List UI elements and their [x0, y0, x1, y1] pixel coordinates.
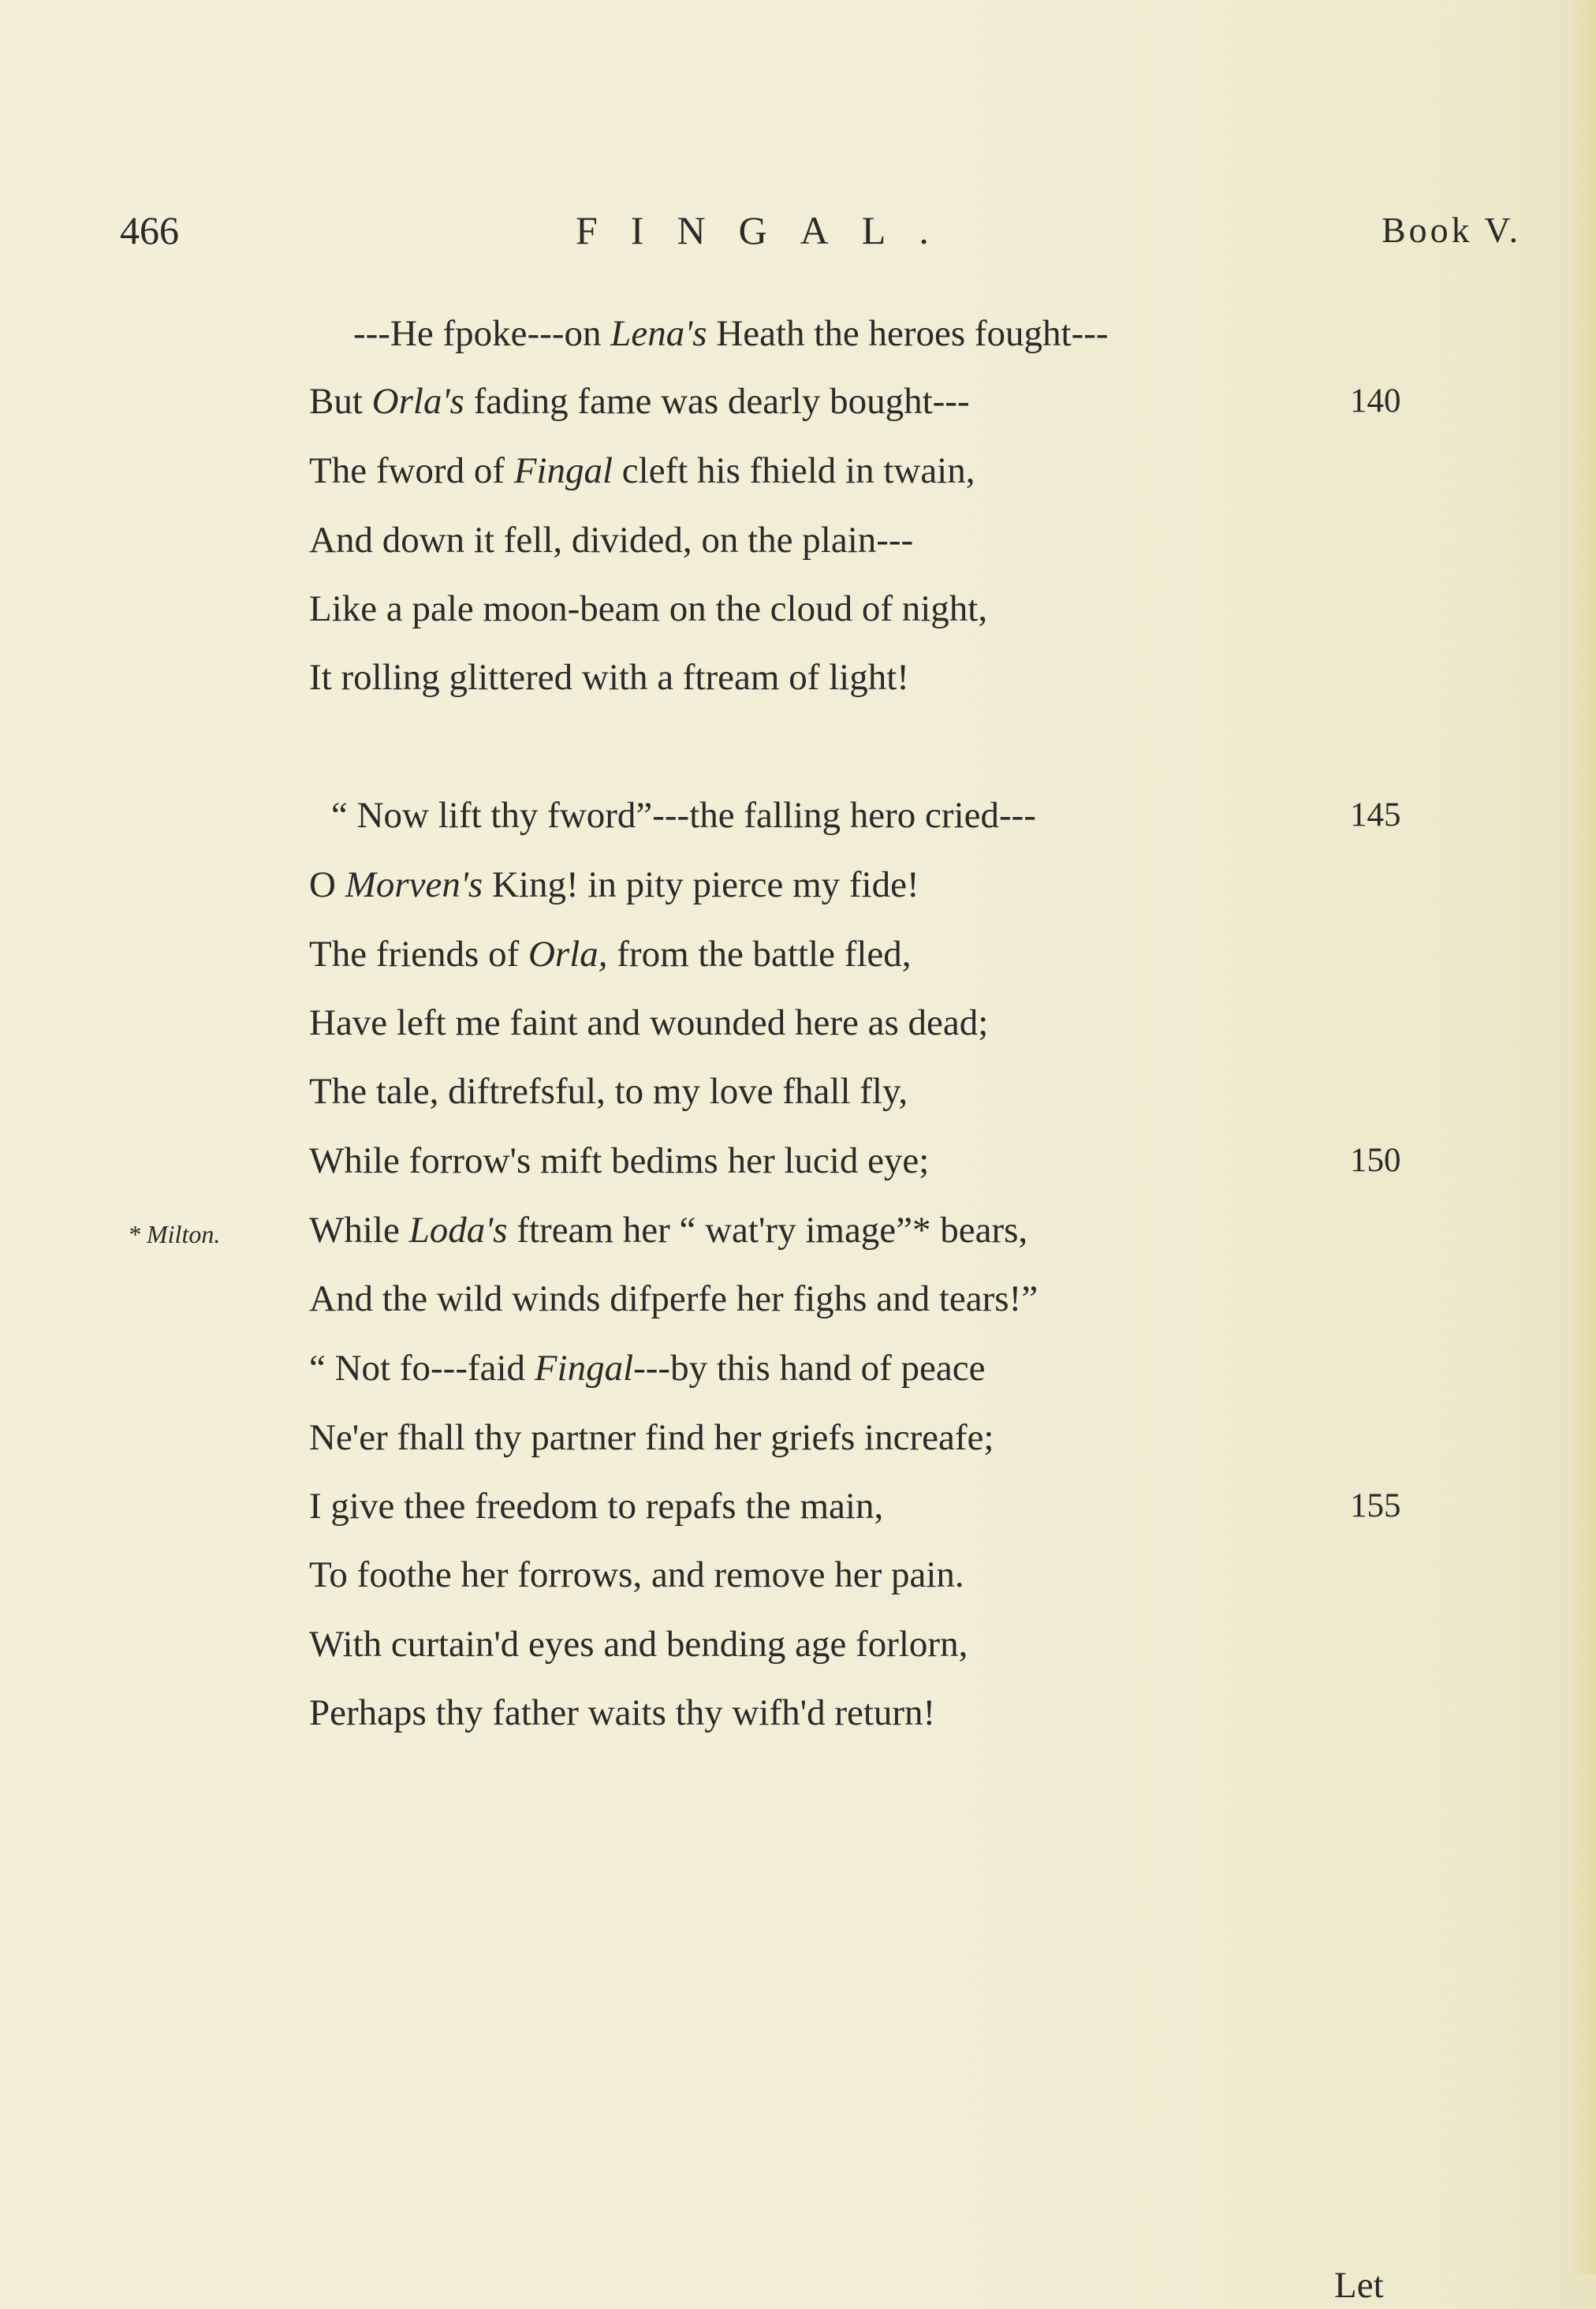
verse-line: And the wild winds difperfe her fighs and tears!” [309, 1278, 1039, 1319]
verse-line: Have left me faint and wounded here as dead; [309, 1002, 989, 1043]
verse-line: While forrow's mift bedims her lucid eye; [309, 1140, 930, 1181]
verse-line: Ne'er fhall thy partner find her griefs increafe; [309, 1417, 994, 1458]
verse-line: It rolling glittered with a ftream of light! [309, 657, 909, 698]
verse-line: “ Not fo---faid Fingal---by this hand of peace [309, 1348, 986, 1389]
verse-line: With curtain'd eyes and bending age forlorn, [309, 1624, 968, 1665]
verse-line: Like a pale moon-beam on the cloud of night, [309, 588, 988, 629]
line-number: 145 [1350, 796, 1401, 834]
verse-line: The fword of Fingal cleft his fhield in twain, [309, 450, 975, 491]
side-note: * Milton. [128, 1220, 221, 1248]
catchword: Let [1334, 2265, 1384, 2306]
verse-line: Perhaps thy father waits thy wifh'd return! [309, 1692, 936, 1733]
verse-line: To foothe her forrows, and remove her pain. [309, 1554, 964, 1595]
verse-line: While Loda's ftream her “ wat'ry image”* bears, [309, 1210, 1028, 1251]
verse-line: But Orla's fading fame was dearly bought--- [309, 381, 970, 422]
line-number: 150 [1350, 1142, 1401, 1179]
verse-line: And down it fell, divided, on the plain--- [309, 520, 914, 561]
book-label: Book V. [1382, 210, 1522, 250]
verse-line: The tale, diftrefsful, to my love fhall fly, [309, 1071, 908, 1112]
page-number: 466 [120, 208, 179, 252]
verse-line: The friends of Orla, from the battle fled, [309, 934, 912, 975]
verse-line: ---He fpoke---on Lena's Heath the heroes fought--- [353, 313, 1109, 354]
verse-line: I give thee freedom to repafs the main, [309, 1486, 884, 1527]
line-number: 140 [1350, 382, 1401, 420]
running-title: FINGAL. [576, 208, 962, 252]
line-number: 155 [1350, 1487, 1401, 1524]
verse-line: “ Now lift thy fword”---the falling hero cried--- [331, 795, 1036, 836]
verse-line: O Morven's King! in pity pierce my fide! [309, 864, 919, 905]
